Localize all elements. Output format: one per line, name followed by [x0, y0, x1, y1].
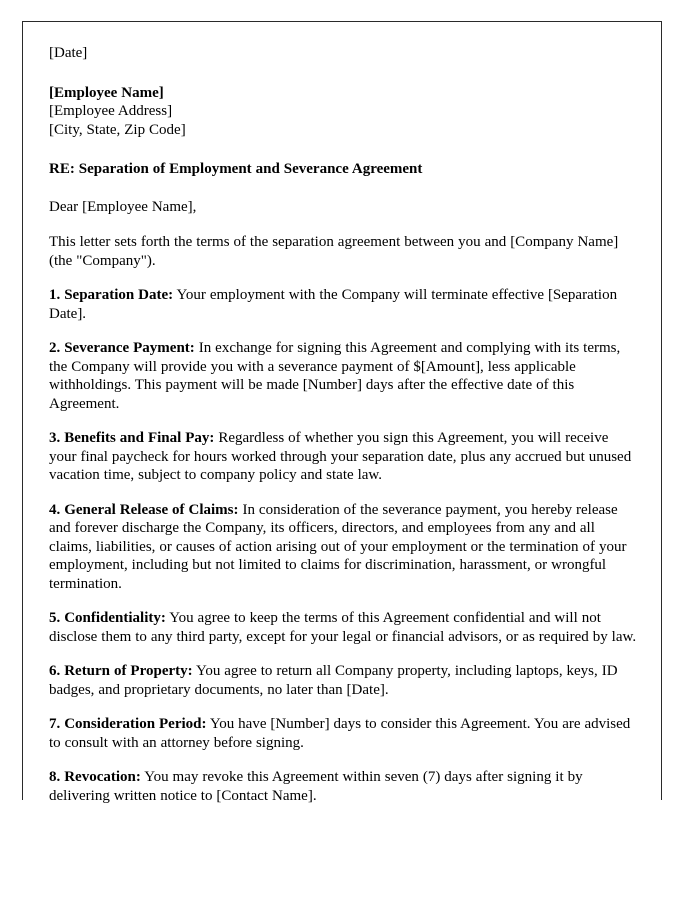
- clause-7-label: 7. Consideration Period:: [49, 716, 207, 732]
- clause-2: [49, 339, 637, 413]
- clause-8-text: You may revoke this Agreement within seven (7) days after signing it by delivering written notice to [Contact Name].: [49, 769, 583, 804]
- clause-3-label: 3. Benefits and Final Pay:: [49, 430, 215, 446]
- salutation: Dear [Employee Name],: [49, 198, 197, 215]
- clause-8: [49, 768, 637, 805]
- clause-8-label: 8. Revocation:: [49, 769, 141, 785]
- date-line: [Date]: [49, 45, 88, 61]
- clause-5: [49, 609, 637, 646]
- clause-5-text: You agree to keep the terms of this Agreement confidential and will not disclose them to any third party, except for your legal or financial advisors, or as required by law.: [49, 610, 637, 645]
- clause-7: [49, 715, 637, 752]
- subject-line: RE: Separation of Employment and Severance Agreement: [49, 161, 423, 177]
- clause-6-text: You agree to return all Company property, including laptops, keys, ID badges, and proprietary documents, no later than [Date].: [49, 663, 618, 698]
- recipient-address-block: [49, 84, 637, 140]
- document-page: [22, 21, 662, 804]
- clause-1-text: Your employment with the Company will terminate effective [Separation Date].: [49, 287, 618, 322]
- clause-2-label: 2. Severance Payment:: [49, 340, 195, 356]
- clause-1-label: 1. Separation Date:: [49, 287, 174, 303]
- clause-7-text: You have [Number] days to consider this Agreement. You are advised to consult with an attorney before signing.: [49, 716, 631, 751]
- recipient-city-state-zip: [City, State, Zip Code]: [49, 121, 186, 138]
- clause-3-text: Regardless of whether you sign this Agreement, you will receive your final paycheck for hours worked through your separation date, plus any accrued but unused vacation time, subject to company policy and state law.: [49, 430, 632, 483]
- clause-4-text: In consideration of the severance payment, you hereby release and forever discharge the Company, its officers, directors, and employees from any and all claims, liabilities, or causes of action arising out of your employment or the termination of your employment, including but not limited to claims for discrimination, harassment, or wrongful termination.: [49, 501, 627, 592]
- clause-1: [49, 286, 637, 323]
- clause-6: [49, 662, 637, 699]
- intro-paragraph: This letter sets forth the terms of the separation agreement between you and [Company Name] (the "Company").: [49, 234, 619, 269]
- letter-body: [49, 44, 637, 805]
- clause-4-label: 4. General Release of Claims:: [49, 501, 239, 518]
- clause-6-label: 6. Return of Property:: [49, 663, 193, 679]
- clause-3: [49, 429, 637, 485]
- recipient-address: [Employee Address]: [49, 103, 173, 119]
- clause-4: [49, 501, 637, 594]
- clause-2-text: In exchange for signing this Agreement and complying with its terms, the Company will provide you with a severance payment of $[Amount], less applicable withholdings. This payment will be made [Number] days after the effective date of this Agreement.: [49, 340, 621, 412]
- recipient-name: [Employee Name]: [49, 84, 164, 101]
- clause-5-label: 5. Confidentiality:: [49, 610, 166, 626]
